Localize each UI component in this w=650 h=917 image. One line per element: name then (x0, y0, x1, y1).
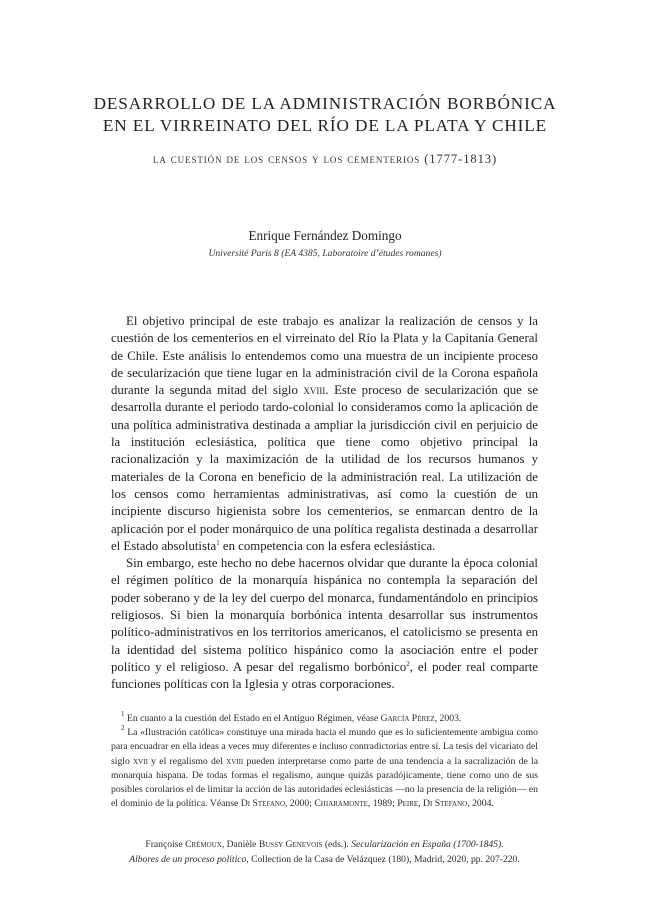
footnote-2-mark: 2 (121, 724, 125, 733)
body-text (111, 313, 538, 694)
citation-publisher: , Collection de la Casa de Velázquez (180), Madrid, 2020, pp. 207-220. (246, 853, 520, 865)
footnote-1 (111, 712, 538, 726)
p2-text-b: , el poder real comparte funciones políticas con la Iglesia y otras corporaciones. (111, 659, 538, 692)
footnote-2-ref-2-year: , 1989; (367, 798, 398, 810)
author-affiliation: Université Paris 8 (EA 4385, Laboratoire d’études romanes) (208, 248, 442, 259)
p1-text-b: . Este proceso de secularización que se desarrolla durante el periodo tardo-colonial lo consideramos como la aplicación de una política administrativa destinada a ampliar la jurisdicción civil en perjuicio de la institución eclesiástica, política que tiene como objetivo principal la racionalización y la maximización de la utilidad de los recursos humanos y materiales de la Corona en beneficio de la administración real. La utilización de los censos como herramientas administrativas, así como la cuestión de un incipiente discurso higienista sobre los cementerios, se enmarcan dentro de la aplicación por el poder monárquico de una política regalista destinada a desarrollar el Estado absolutista (111, 383, 538, 553)
footnote-ref-2[interactable]: 2 (406, 659, 410, 668)
footnotes (111, 712, 538, 811)
footnote-2-ref-1-year: , 2000; (285, 798, 315, 810)
citation-editor-2-first: , Danièle (221, 839, 259, 850)
citation-book-title-2: Albores de un proceso político (129, 853, 247, 865)
source-citation (111, 838, 538, 868)
footnote-2-text-a: La «Ilustración católica» constituye una mirada hacia el mundo que es lo suficientemente ambigua como para encuadrar en ella ideas a veces muy diferentes e incluso contradictorias entre sí. La tesis del vicariato del siglo (111, 727, 538, 767)
footnote-1-text: En cuanto a la cuestión del Estado en el Antiguo Régimen, véase (124, 713, 381, 724)
p1-text-c: en competencia con la esfera eclesiástica. (219, 538, 436, 553)
footnote-2-text-c: pueden interpretarse como parte de una tendencia a la sacralización de la monarquía hispana. De todas formas el regalismo, aunque quizás paradójicamente, tiene como uno de sus posibles corolarios el de limitar la acción de las autoridades eclesiásticas —no la presencia de la religión— en el dominio de la política. Véanse (111, 755, 539, 810)
paragraph-1 (111, 313, 538, 555)
footnote-2-century-18: xviii (226, 755, 244, 767)
p2-text-a: Sin embargo, este hecho no debe hacernos olvidar que durante la época colonial el régimen político de la monarquía hispánica no contempla la separación del poder soberano y de la ley del cuerpo del monarca, fundamentándolo en principios religiosos. Si bien la monarquía borbónica intenta desarrollar sus instrumentos político-administrativos en los territorios americanos, el catolicismo se presenta en la identidad del sistema político hispánico como la asociación entre el poder político y el religioso. A pesar del regalismo borbónico (111, 556, 538, 674)
footnote-2-ref-3: Peire (397, 798, 419, 810)
footnote-2-ref-1: Di Stefano (240, 798, 285, 810)
citation-editor-1-last: Crémoux (185, 839, 222, 850)
footnote-1-end: , 2003. (434, 713, 462, 724)
p1-century: xviii (303, 383, 326, 398)
citation-editor-1-first: Françoise (145, 839, 186, 850)
paragraph-2 (111, 555, 538, 693)
footnote-2-ref-4-year: , 2004. (467, 798, 494, 810)
footnote-2-ref-2: Chiaramonte (314, 798, 368, 810)
p1-text-a: El objetivo principal de este trabajo es analizar la realización de censos y la cuestión de los cementerios en el virreinato del Río la Plata y la Capitanía General de Chile. Este análisis lo entendemos como una muestra de un incipiente proceso de secularización que tiene lugar en la administración civil de la Corona española durante la segunda mitad del siglo (111, 314, 538, 398)
article-title (60, 93, 590, 137)
footnote-2-century-17: xvii (133, 755, 148, 767)
author-name: Enrique Fernández Domingo (248, 228, 402, 243)
footnote-2-text-b: y el regalismo del (147, 755, 227, 767)
citation-eds: (eds.). (322, 839, 352, 850)
title-line-2: EN EL VIRREINATO DEL RÍO DE LA PLATA Y CHILE (102, 116, 548, 135)
footnote-1-mark: 1 (121, 710, 125, 718)
footnote-ref-1[interactable]: 1 (216, 538, 220, 547)
title-line-1: DESARROLLO DE LA ADMINISTRACIÓN BORBÓNICA (93, 94, 557, 113)
footnote-1-author: García Pérez (380, 713, 435, 724)
article-subtitle: la cuestión de los censos y los cementerios (1777-1813) (152, 152, 498, 166)
footnote-2-ref-4: Di Stefano (423, 798, 468, 810)
footnote-2-sep: , (418, 798, 423, 810)
citation-editor-2-last: Bussy Genevois (258, 839, 323, 850)
footnote-2 (111, 726, 538, 811)
citation-book-title-1: Secularización en España (1700-1845). (351, 839, 504, 850)
